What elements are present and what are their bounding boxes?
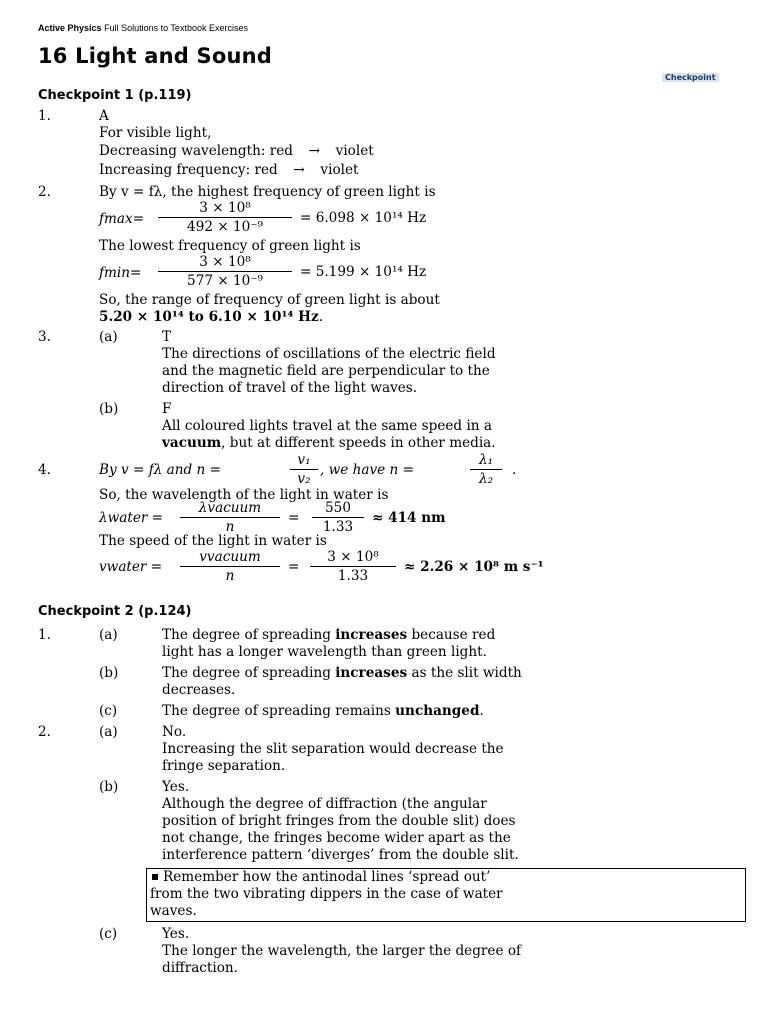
refractive-index-n: n [225, 568, 235, 584]
note-text1: Remember how the antinodal lines ‘spread out’ [163, 869, 491, 885]
cp2-q2a-answer: No. [162, 724, 187, 740]
equals-sign: = [288, 510, 300, 526]
q1c-post: . [479, 703, 484, 719]
cp2-q2a-line2: fringe separation. [162, 758, 286, 774]
q2-number: 2. [38, 184, 51, 200]
v-vacuum: vvacuum [199, 549, 261, 565]
fraction-bar [312, 517, 364, 518]
q1c-pre: The degree of spreading remains [162, 703, 396, 719]
lambda-water-label: λwater = [99, 510, 164, 526]
v1: v₁ [297, 452, 311, 468]
cp2-q2b-line2: position of bright fringes from the double slit) does [162, 813, 516, 829]
cp2-q2c-line1: The longer the wavelength, the larger the degree of [162, 943, 522, 959]
running-header [38, 23, 248, 33]
fmin-numerator: 3 × 10⁸ [199, 254, 251, 270]
cp2-q2a-label: (a) [99, 724, 118, 740]
cp2-q2-number: 2. [38, 724, 51, 740]
q3a-line1: The directions of oscillations of the electric field [162, 346, 496, 362]
q4-intro-b: , we have n = [320, 462, 415, 478]
q3a-label: (a) [99, 329, 118, 345]
v-ratio-fraction [290, 452, 318, 487]
fraction-bar [310, 566, 396, 567]
fmax-result: = 6.098 × 10¹⁴ Hz [300, 210, 427, 226]
cp2-q2b-label: (b) [99, 779, 119, 795]
q2-range-answer [99, 309, 323, 326]
v2: v₂ [297, 471, 311, 487]
q1a-post: because red [407, 627, 496, 643]
v-water-label: vwater = [99, 559, 163, 575]
q1c-bold: unchanged [395, 703, 480, 719]
q4-intro-a: By v = fλ and n = [99, 462, 222, 478]
q1-line2-text: Decreasing wavelength: red [99, 143, 293, 159]
range-answer-bold: 5.20 × 10¹⁴ to 6.10 × 10¹⁴ Hz [99, 309, 319, 325]
fmin-result: = 5.199 × 10¹⁴ Hz [300, 264, 427, 280]
q2-range-text: So, the range of frequency of green light is about [99, 292, 440, 308]
q3a-line3: direction of travel of the light waves. [162, 380, 418, 396]
fraction-bar [290, 469, 318, 470]
cp2-q2b-line1: Although the degree of diffraction (the angular [162, 796, 487, 812]
fmin-fraction [158, 254, 292, 289]
checkpoint-tag: Checkpoint [662, 73, 719, 82]
fraction-bar [180, 566, 280, 567]
note-line1 [150, 869, 490, 886]
fmax-numerator: 3 × 10⁸ [199, 200, 251, 216]
q3b-label: (b) [99, 401, 119, 417]
q2-intro: By v = fλ, the highest frequency of green light is [99, 184, 436, 200]
q4-speed-text: The speed of the light in water is [99, 533, 327, 549]
q3b-vacuum: vacuum [162, 435, 222, 451]
note-line2: from the two vibrating dippers in the case of water [150, 886, 503, 902]
lambda1: λ₁ [478, 452, 494, 468]
v-vacuum-fraction [180, 549, 280, 584]
cp2-q1b-line2: decreases. [162, 682, 236, 698]
q3b-answer: F [162, 401, 172, 417]
q1b-bold: increases [335, 665, 408, 681]
v-water-numerator: 3 × 10⁸ [327, 549, 379, 565]
v-water-denominator: 1.33 [337, 568, 369, 584]
fmin-denominator: 577 × 10⁻⁹ [187, 273, 263, 289]
q3a-line2: and the magnetic field are perpendicular to the [162, 363, 490, 379]
fraction-bar [180, 517, 280, 518]
lambda-vacuum: λvacuum [198, 500, 262, 516]
cp2-q1b-line1 [162, 665, 522, 682]
arrow-icon: → [293, 162, 305, 178]
fraction-bar [158, 217, 292, 218]
refractive-index-n: n [225, 519, 235, 535]
lambda-water-fraction [312, 500, 364, 535]
cp2-q2b-answer: Yes. [162, 779, 190, 795]
q3b-line2 [162, 435, 496, 452]
chapter-title: 16 Light and Sound [38, 44, 272, 68]
cp2-q2a-line1: Increasing the slit separation would decrease the [162, 741, 504, 757]
q4-number: 4. [38, 462, 51, 478]
q1-line2-end: violet [335, 143, 374, 159]
fmax-label: fmax= [99, 211, 145, 227]
lambda-water-result: ≈ 414 nm [372, 510, 446, 526]
header-brand: Active Physics [38, 23, 102, 33]
lambda-ratio-fraction [470, 452, 502, 487]
cp2-q2c-label: (c) [99, 926, 118, 942]
q3b-line1: All coloured lights travel at the same speed in a [162, 418, 492, 434]
bullet-icon [152, 874, 158, 880]
range-period: . [318, 309, 324, 325]
q4-so-text: So, the wavelength of the light in water is [99, 487, 389, 503]
fmax-denominator: 492 × 10⁻⁹ [187, 219, 263, 235]
header-subtitle: Full Solutions to Textbook Exercises [104, 23, 248, 33]
equals-sign: = [288, 559, 300, 575]
cp2-q1c-label: (c) [99, 703, 118, 719]
q3-number: 3. [38, 329, 51, 345]
fraction-bar [470, 469, 502, 470]
cp2-q2b-line4: interference pattern ‘diverges’ from the double slit. [162, 847, 519, 863]
q1-line2 [99, 143, 374, 160]
q1-line3-text: Increasing frequency: red [99, 162, 278, 178]
note-line3: waves. [150, 903, 197, 919]
v-water-result: ≈ 2.26 × 10⁸ m s⁻¹ [404, 559, 544, 575]
v-water-fraction [310, 549, 396, 584]
cp2-q1c-line1 [162, 703, 484, 720]
checkpoint-1-heading: Checkpoint 1 (p.119) [38, 88, 192, 103]
cp2-q1a-label: (a) [99, 627, 118, 643]
fraction-bar [158, 271, 292, 272]
cp2-q1a-line1 [162, 627, 495, 644]
q1-line1: For visible light, [99, 125, 212, 141]
q1-line3 [99, 162, 359, 179]
q1-number: 1. [38, 108, 51, 124]
fmin-label: fmin= [99, 265, 142, 281]
q1a-bold: increases [335, 627, 408, 643]
lambda-water-numerator: 550 [325, 500, 351, 516]
lambda-water-denominator: 1.33 [322, 519, 354, 535]
q3b-line2-rest: , but at different speeds in other media. [221, 435, 496, 451]
q1a-pre: The degree of spreading [162, 627, 336, 643]
q1b-pre: The degree of spreading [162, 665, 336, 681]
cp2-q2c-answer: Yes. [162, 926, 190, 942]
cp2-q1b-label: (b) [99, 665, 119, 681]
cp2-q1-number: 1. [38, 627, 51, 643]
lambda2: λ₂ [478, 471, 494, 487]
q1-answer: A [99, 108, 109, 124]
q2-low-text: The lowest frequency of green light is [99, 238, 361, 254]
q3a-answer: T [162, 329, 172, 345]
cp2-q2c-line2: diffraction. [162, 960, 238, 976]
arrow-icon: → [308, 143, 320, 159]
fmax-fraction [158, 200, 292, 235]
lambda-vacuum-fraction [180, 500, 280, 535]
q1b-post: as the slit width [407, 665, 522, 681]
q1-line3-end: violet [320, 162, 359, 178]
cp2-q1a-line2: light has a longer wavelength than green light. [162, 644, 487, 660]
q4-intro-c: . [512, 462, 517, 478]
checkpoint-2-heading: Checkpoint 2 (p.124) [38, 604, 192, 619]
cp2-q2b-line3: not change, the fringes become wider apart as the [162, 830, 511, 846]
